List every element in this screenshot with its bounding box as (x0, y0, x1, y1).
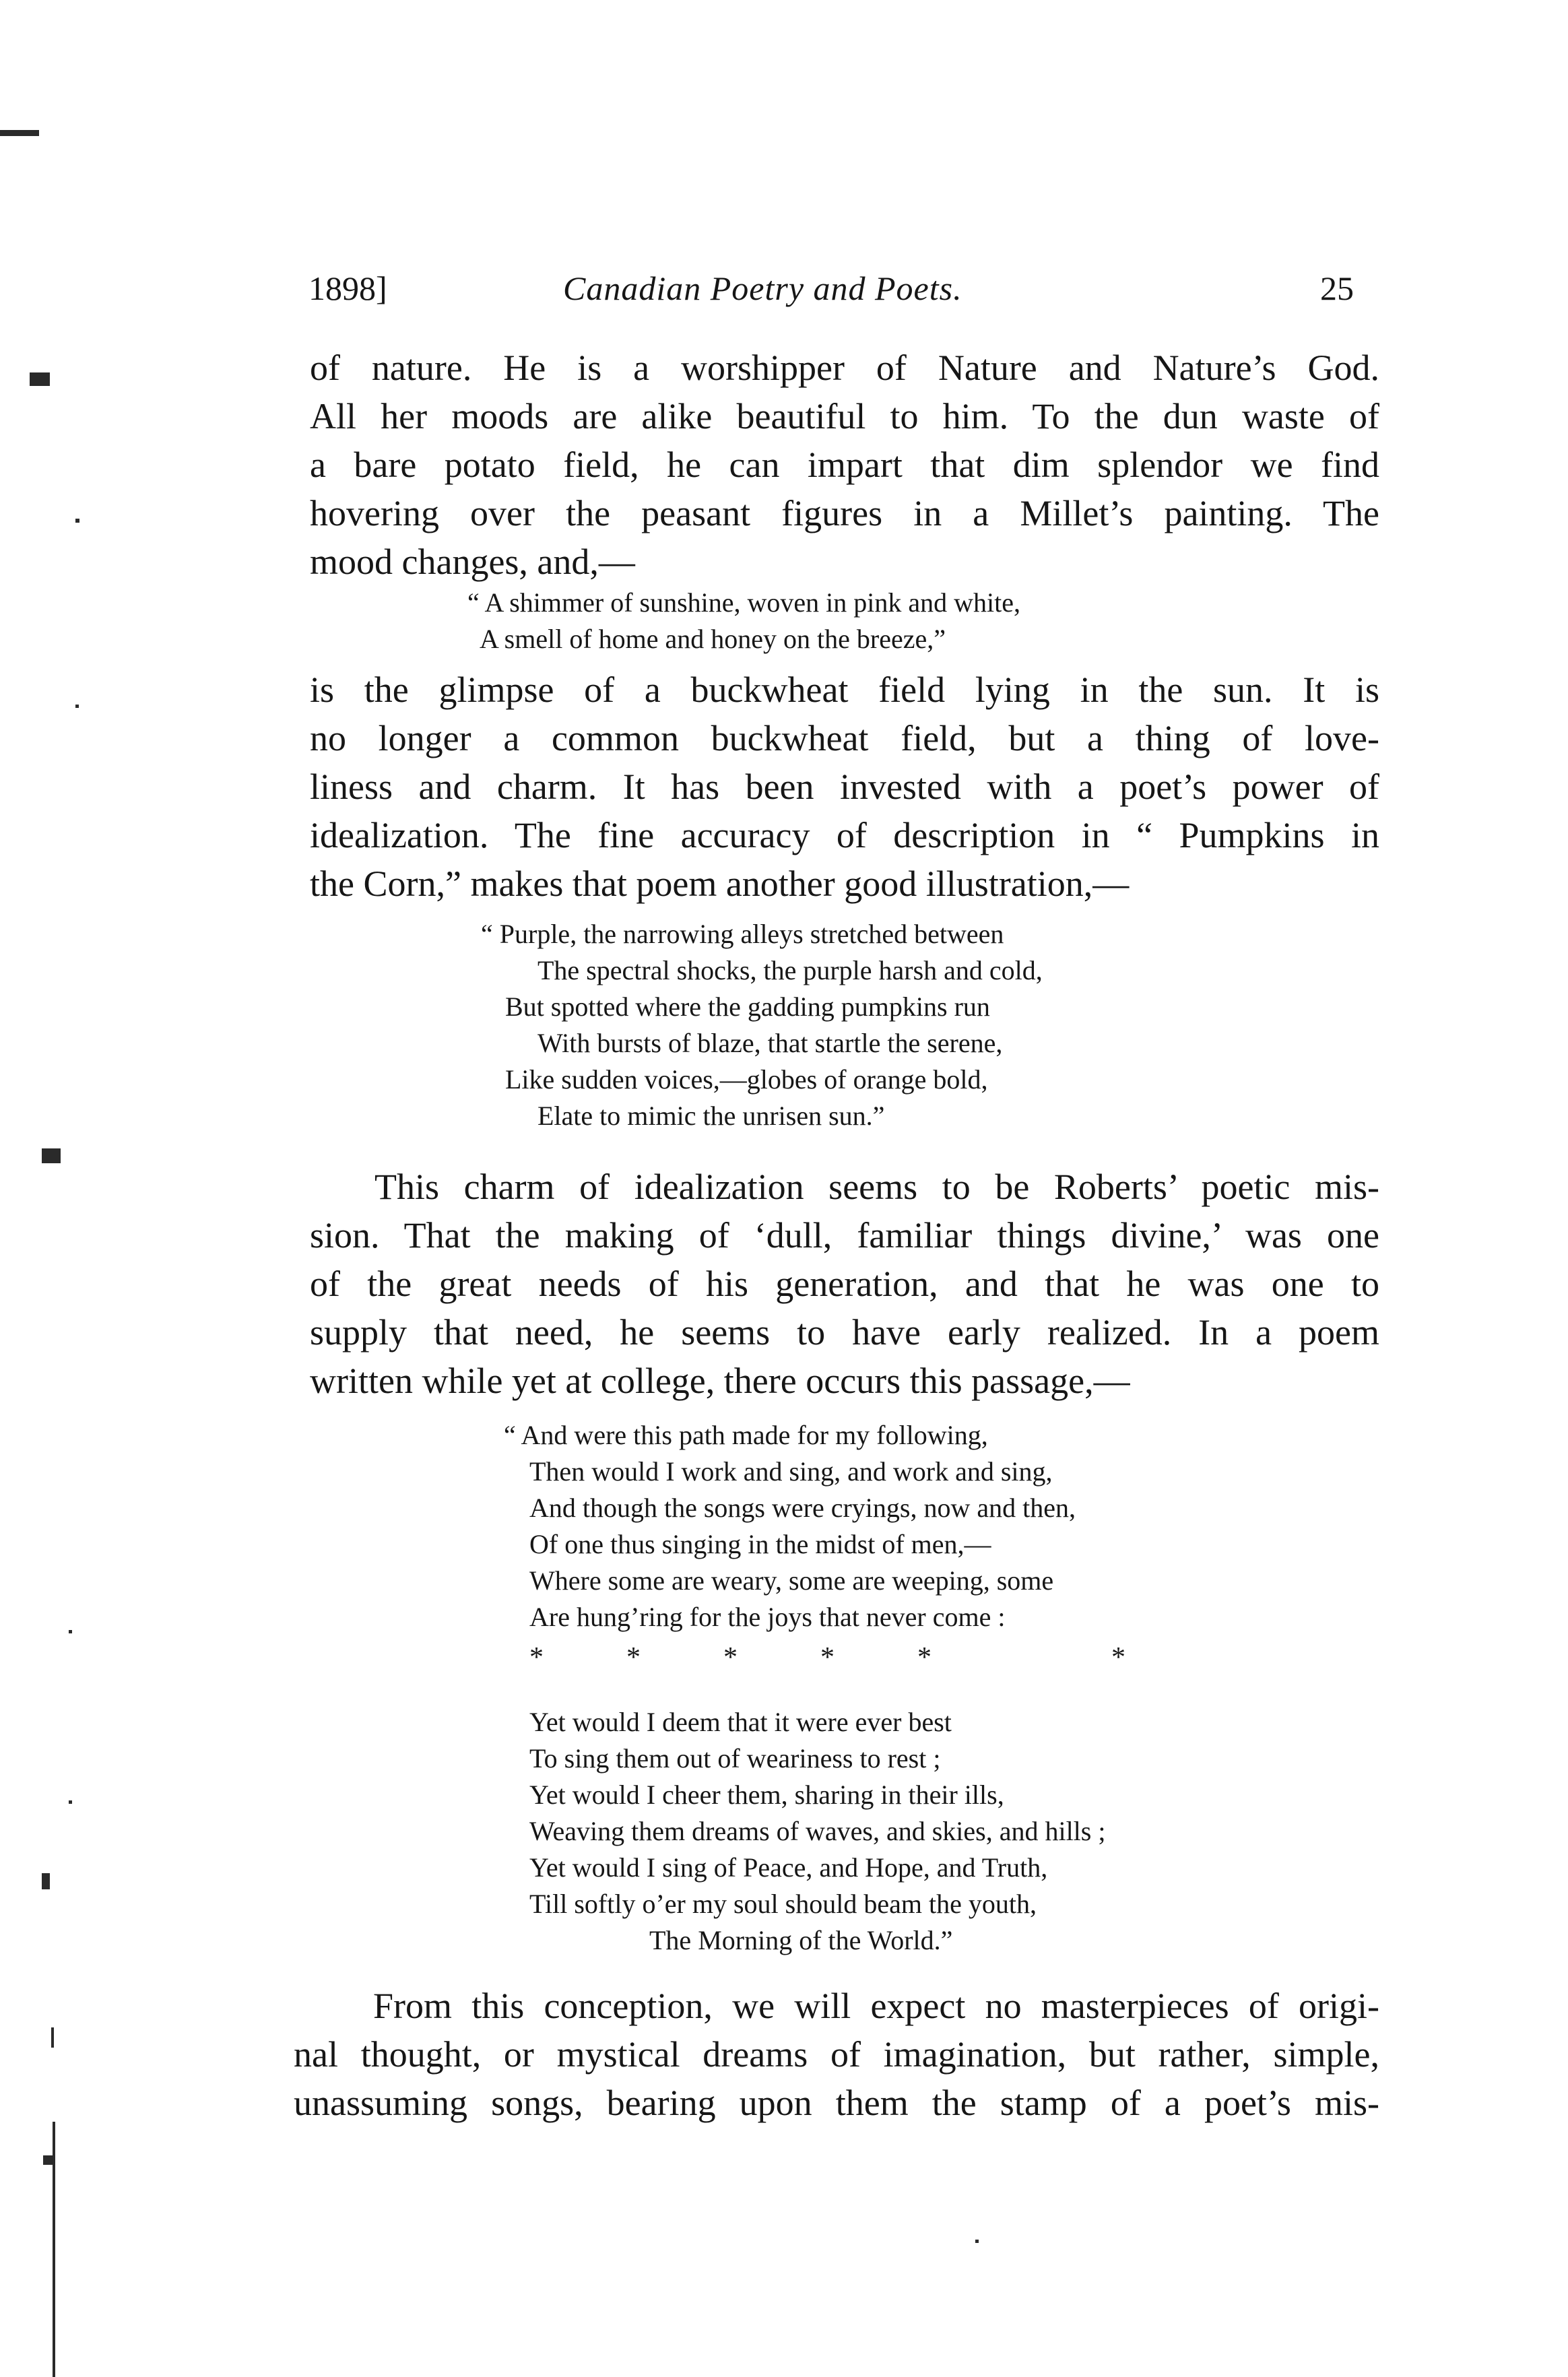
verse-line: Then would I work and sing, and work and sing, (529, 1456, 1053, 1487)
verse-line: Yet would I cheer them, sharing in their ills, (529, 1780, 1004, 1810)
text-line: sion. That the making of ‘dull, familiar things divine,’ was one (310, 1215, 1379, 1256)
paragraph-2 (310, 665, 1379, 908)
text-line: idealization. The fine accuracy of description in “ Pumpkins in (310, 815, 1379, 855)
verse-line: With bursts of blaze, that startle the serene, (537, 1028, 1003, 1058)
margin-mark (30, 372, 50, 386)
margin-mark (69, 1800, 72, 1804)
margin-mark (51, 2027, 54, 2048)
margin-mark (0, 130, 39, 136)
page-number: 25 (1320, 269, 1354, 307)
text-line: From this conception, we will expect no masterpieces of origi- (373, 1986, 1379, 2026)
verse-line: The spectral shocks, the purple harsh and cold, (537, 955, 1043, 985)
star-glyph: * (1111, 1642, 1125, 1673)
text-line: supply that need, he seems to have early realized. In a poem (310, 1312, 1379, 1353)
verse-line: A smell of home and honey on the breeze,” (480, 624, 946, 654)
star-glyph: * (529, 1642, 544, 1673)
verse-line: Of one thus singing in the midst of men,— (529, 1529, 991, 1559)
star-glyph: * (723, 1642, 738, 1673)
verse-quotation-3 (504, 1417, 1076, 1635)
verse-line: To sing them out of weariness to rest ; (529, 1743, 941, 1773)
text-line: liness and charm. It has been invested with a poet’s power of (310, 767, 1379, 807)
text-line: unassuming songs, bearing upon them the stamp of a poet’s mis- (294, 2083, 1379, 2123)
paragraph-1 (310, 344, 1379, 586)
verse-line: Where some are weary, some are weeping, some (529, 1565, 1054, 1596)
verse-line: Elate to mimic the unrisen sun.” (537, 1101, 885, 1131)
verse-line: Till softly o’er my soul should beam the youth, (529, 1889, 1037, 1919)
margin-mark (75, 519, 79, 523)
text-line: mood changes, and,— (310, 542, 635, 582)
verse-line: Yet would I deem that it were ever best (529, 1707, 952, 1737)
verse-line: “ And were this path made for my following, (504, 1420, 988, 1450)
text-line: of the great needs of his generation, and that he was one to (310, 1264, 1379, 1304)
text-line: the Corn,” makes that poem another good illustration,— (310, 864, 1130, 904)
margin-mark (69, 1630, 72, 1633)
paragraph-3 (310, 1163, 1379, 1405)
verse-line: And though the songs were cryings, now and then, (529, 1493, 1076, 1523)
text-line: This charm of idealization seems to be Roberts’ poetic mis- (374, 1167, 1379, 1207)
star-glyph: * (917, 1642, 932, 1673)
text-line: no longer a common buckwheat field, but a thing of love- (310, 718, 1379, 758)
paragraph-4 (294, 1982, 1379, 2127)
margin-mark (42, 1148, 61, 1163)
running-head-title: Canadian Poetry and Poets. (563, 269, 962, 307)
star-glyph: * (626, 1642, 641, 1673)
verse-line: Like sudden voices,—globes of orange bold, (505, 1064, 988, 1095)
text-line: hovering over the peasant figures in a Millet’s painting. The (310, 493, 1379, 533)
section-break-stars (529, 1641, 1136, 1674)
running-head-year: 1898] (308, 269, 387, 307)
verse-quotation-1 (467, 585, 1020, 657)
text-line: nal thought, or mystical dreams of imagination, but rather, simple, (294, 2034, 1379, 2075)
margin-mark (975, 2240, 979, 2243)
verse-line: Are hung’ring for the joys that never come : (529, 1602, 1006, 1632)
verse-quotation-3-continued (529, 1704, 1105, 1959)
verse-line: Weaving them dreams of waves, and skies, and hills ; (529, 1816, 1106, 1846)
text-line: All her moods are alike beautiful to him. To the dun waste of (310, 396, 1379, 436)
text-line: written while yet at college, there occurs this passage,— (310, 1361, 1130, 1401)
verse-line: “ Purple, the narrowing alleys stretched between (481, 919, 1004, 949)
text-line: of nature. He is a worshipper of Nature and Nature’s God. (310, 348, 1379, 388)
star-glyph: * (820, 1642, 835, 1673)
verse-quotation-2 (481, 916, 1043, 1134)
margin-mark (42, 1873, 50, 1889)
text-line: a bare potato field, he can impart that dim splendor we find (310, 445, 1379, 485)
verse-line: But spotted where the gadding pumpkins run (505, 991, 990, 1022)
text-line: is the glimpse of a buckwheat field lying in the sun. It is (310, 670, 1379, 710)
verse-line: Yet would I sing of Peace, and Hope, and Truth, (529, 1852, 1048, 1883)
margin-mark (43, 2155, 54, 2165)
verse-line: The Morning of the World.” (649, 1925, 953, 1955)
verse-line: “ A shimmer of sunshine, woven in pink and white, (467, 587, 1021, 618)
margin-mark (75, 705, 79, 708)
